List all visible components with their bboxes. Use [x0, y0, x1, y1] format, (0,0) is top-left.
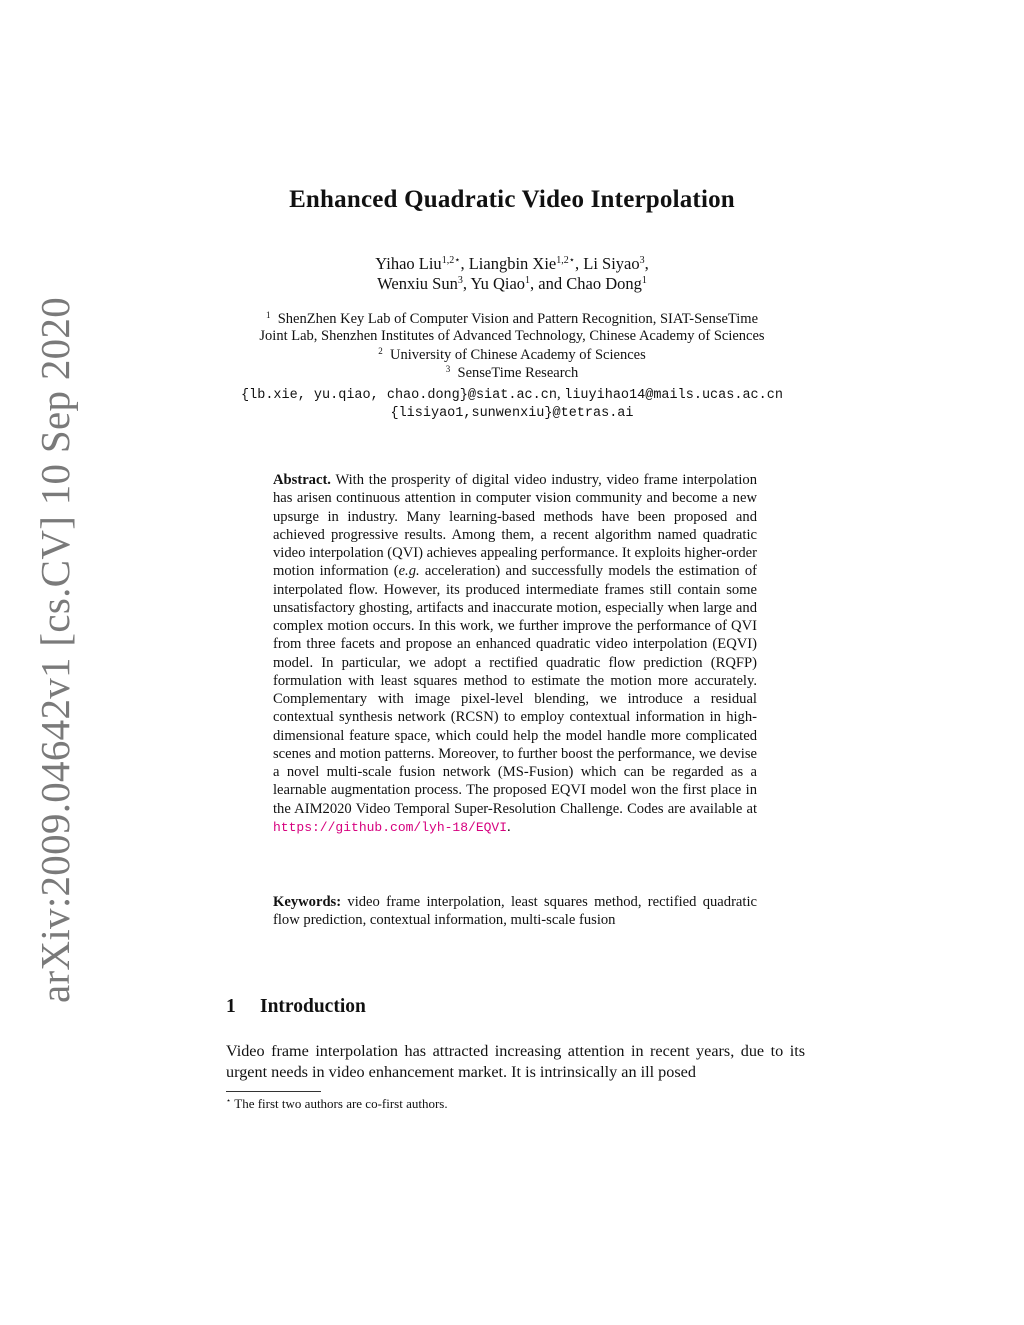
author-affiliation-mark: 1: [641, 275, 647, 286]
email-line-1: {lb.xie, yu.qiao, chao.dong}@siat.ac.cn, liuyihao14@mails.ucas.ac.cn: [241, 386, 783, 403]
footnote-mark: ⋆: [226, 1096, 232, 1105]
email-line-2: [0, 401, 1024, 421]
author-affiliation-mark: 3: [457, 275, 463, 286]
footnote-divider: [226, 1091, 321, 1092]
affiliation-2: $^2$ University of Chinese Academy of Sciences: [378, 346, 646, 363]
section-heading-introduction: [226, 996, 366, 1018]
author-name: Wenxiu Sun: [377, 274, 458, 293]
author-affiliation-mark: 3: [639, 255, 645, 266]
code-repository-link[interactable]: https://github.com/lyh-18/EQVI: [273, 819, 508, 835]
email-group-siat: {lb.xie, yu.qiao, chao.dong}@siat.ac.cn: [241, 388, 557, 403]
footnote-text: The first two authors are co-first authors.: [234, 1096, 448, 1111]
author-name: Yihao Liu: [375, 254, 442, 273]
abstract: Abstract. With the prosperity of digital video industry, video frame interpolation has arisen continuous attention in computer vision community and become a new upsurge in industry. Many learning-based methods have been proposed and achieved progressive results. Among them, a recent algorithm named quadratic video interpolation (QVI) achieves appealing performance. It exploits higher-order motion information (e.g. acceleration) and successfully models the estimation of interpolated flow. However, its produced intermediate frames still contain some unsatisfactory ghosting, artifacts and inaccurate motion, especially when large and complex motion occurs. In this work, we further improve the performance of QVI from three facets and propose an enhanced quadratic video interpolation (EQVI) model. In particular, we adopt a rectified quadratic flow prediction (RQFP) formulation with least squares method to estimate the motion more accurately. Complementary with image pixel-level blending, we introduce a residual contextual synthesis network (RCSN) to employ contextual information in high-dimensional feature space, which could help the model handle more complicated scenes and motion patterns. Moreover, to further boost the performance, we devise a novel multi-scale fusion network (MS-Fusion) which can be regarded as a learnable augmentation process. The proposed EQVI model won the first place in the AIM2020 Video Temporal Super-Resolution Challenge. Codes are available at https://github.com/lyh-18/EQVI.: [273, 472, 757, 835]
affiliation-1-line-1: $^1$ ShenZhen Key Lab of Computer Vision and Pattern Recognition, SIAT-SenseTime: [265, 310, 759, 327]
abstract-label: Abstract.: [273, 472, 331, 488]
keywords-label: Keywords:: [273, 894, 342, 910]
author-line-2: Wenxiu Sun$^3$, Yu Qiao$^1$, and Chao Dong$^1$: [377, 274, 647, 293]
author-affiliation-mark: 1,2⋆: [556, 255, 575, 266]
affiliation-1-line-2: Joint Lab, Shenzhen Institutes of Advanced Technology, Chinese Academy of Sciences: [259, 328, 765, 344]
section-number: 1: [226, 996, 236, 1017]
affiliation-3: $^3$ SenseTime Research: [445, 364, 579, 381]
email-group-tetras: {lisiyao1,sunwenxiu}@tetras.ai: [390, 406, 634, 421]
author-affiliation-mark: 1,2⋆: [441, 255, 461, 266]
footnote: [226, 1096, 448, 1112]
paper-title: Enhanced Quadratic Video Interpolation: [289, 186, 735, 213]
author-name: Liangbin Xie: [468, 254, 557, 273]
section-title: Introduction: [260, 996, 366, 1017]
author-name: Yu Qiao: [470, 274, 526, 293]
arxiv-identifier-stamp: arXiv:2009.04642v1 [cs.CV] 10 Sep 2020: [32, 296, 78, 1004]
keywords-text: video frame interpolation, least squares method, rectified quadratic flow prediction, contextual information, multi-scale fusion: [273, 894, 757, 929]
introduction-paragraph: Video frame interpolation has attracted increasing attention in recent years, due to its urgent needs in video enhancement market. It is intrinsically an ill posed: [226, 1042, 805, 1081]
author-name: Chao Dong: [566, 274, 642, 293]
author-line-1: Yihao Liu$^{1,2⋆}$, Liangbin Xie$^{1,2⋆}$, Li Siyao$^3$,: [375, 254, 649, 273]
email-ucas: liuyihao14@mails.ucas.ac.cn: [564, 388, 783, 403]
keywords: [273, 893, 757, 930]
author-name: Li Siyao: [583, 254, 640, 273]
author-affiliation-mark: 1: [525, 275, 531, 286]
